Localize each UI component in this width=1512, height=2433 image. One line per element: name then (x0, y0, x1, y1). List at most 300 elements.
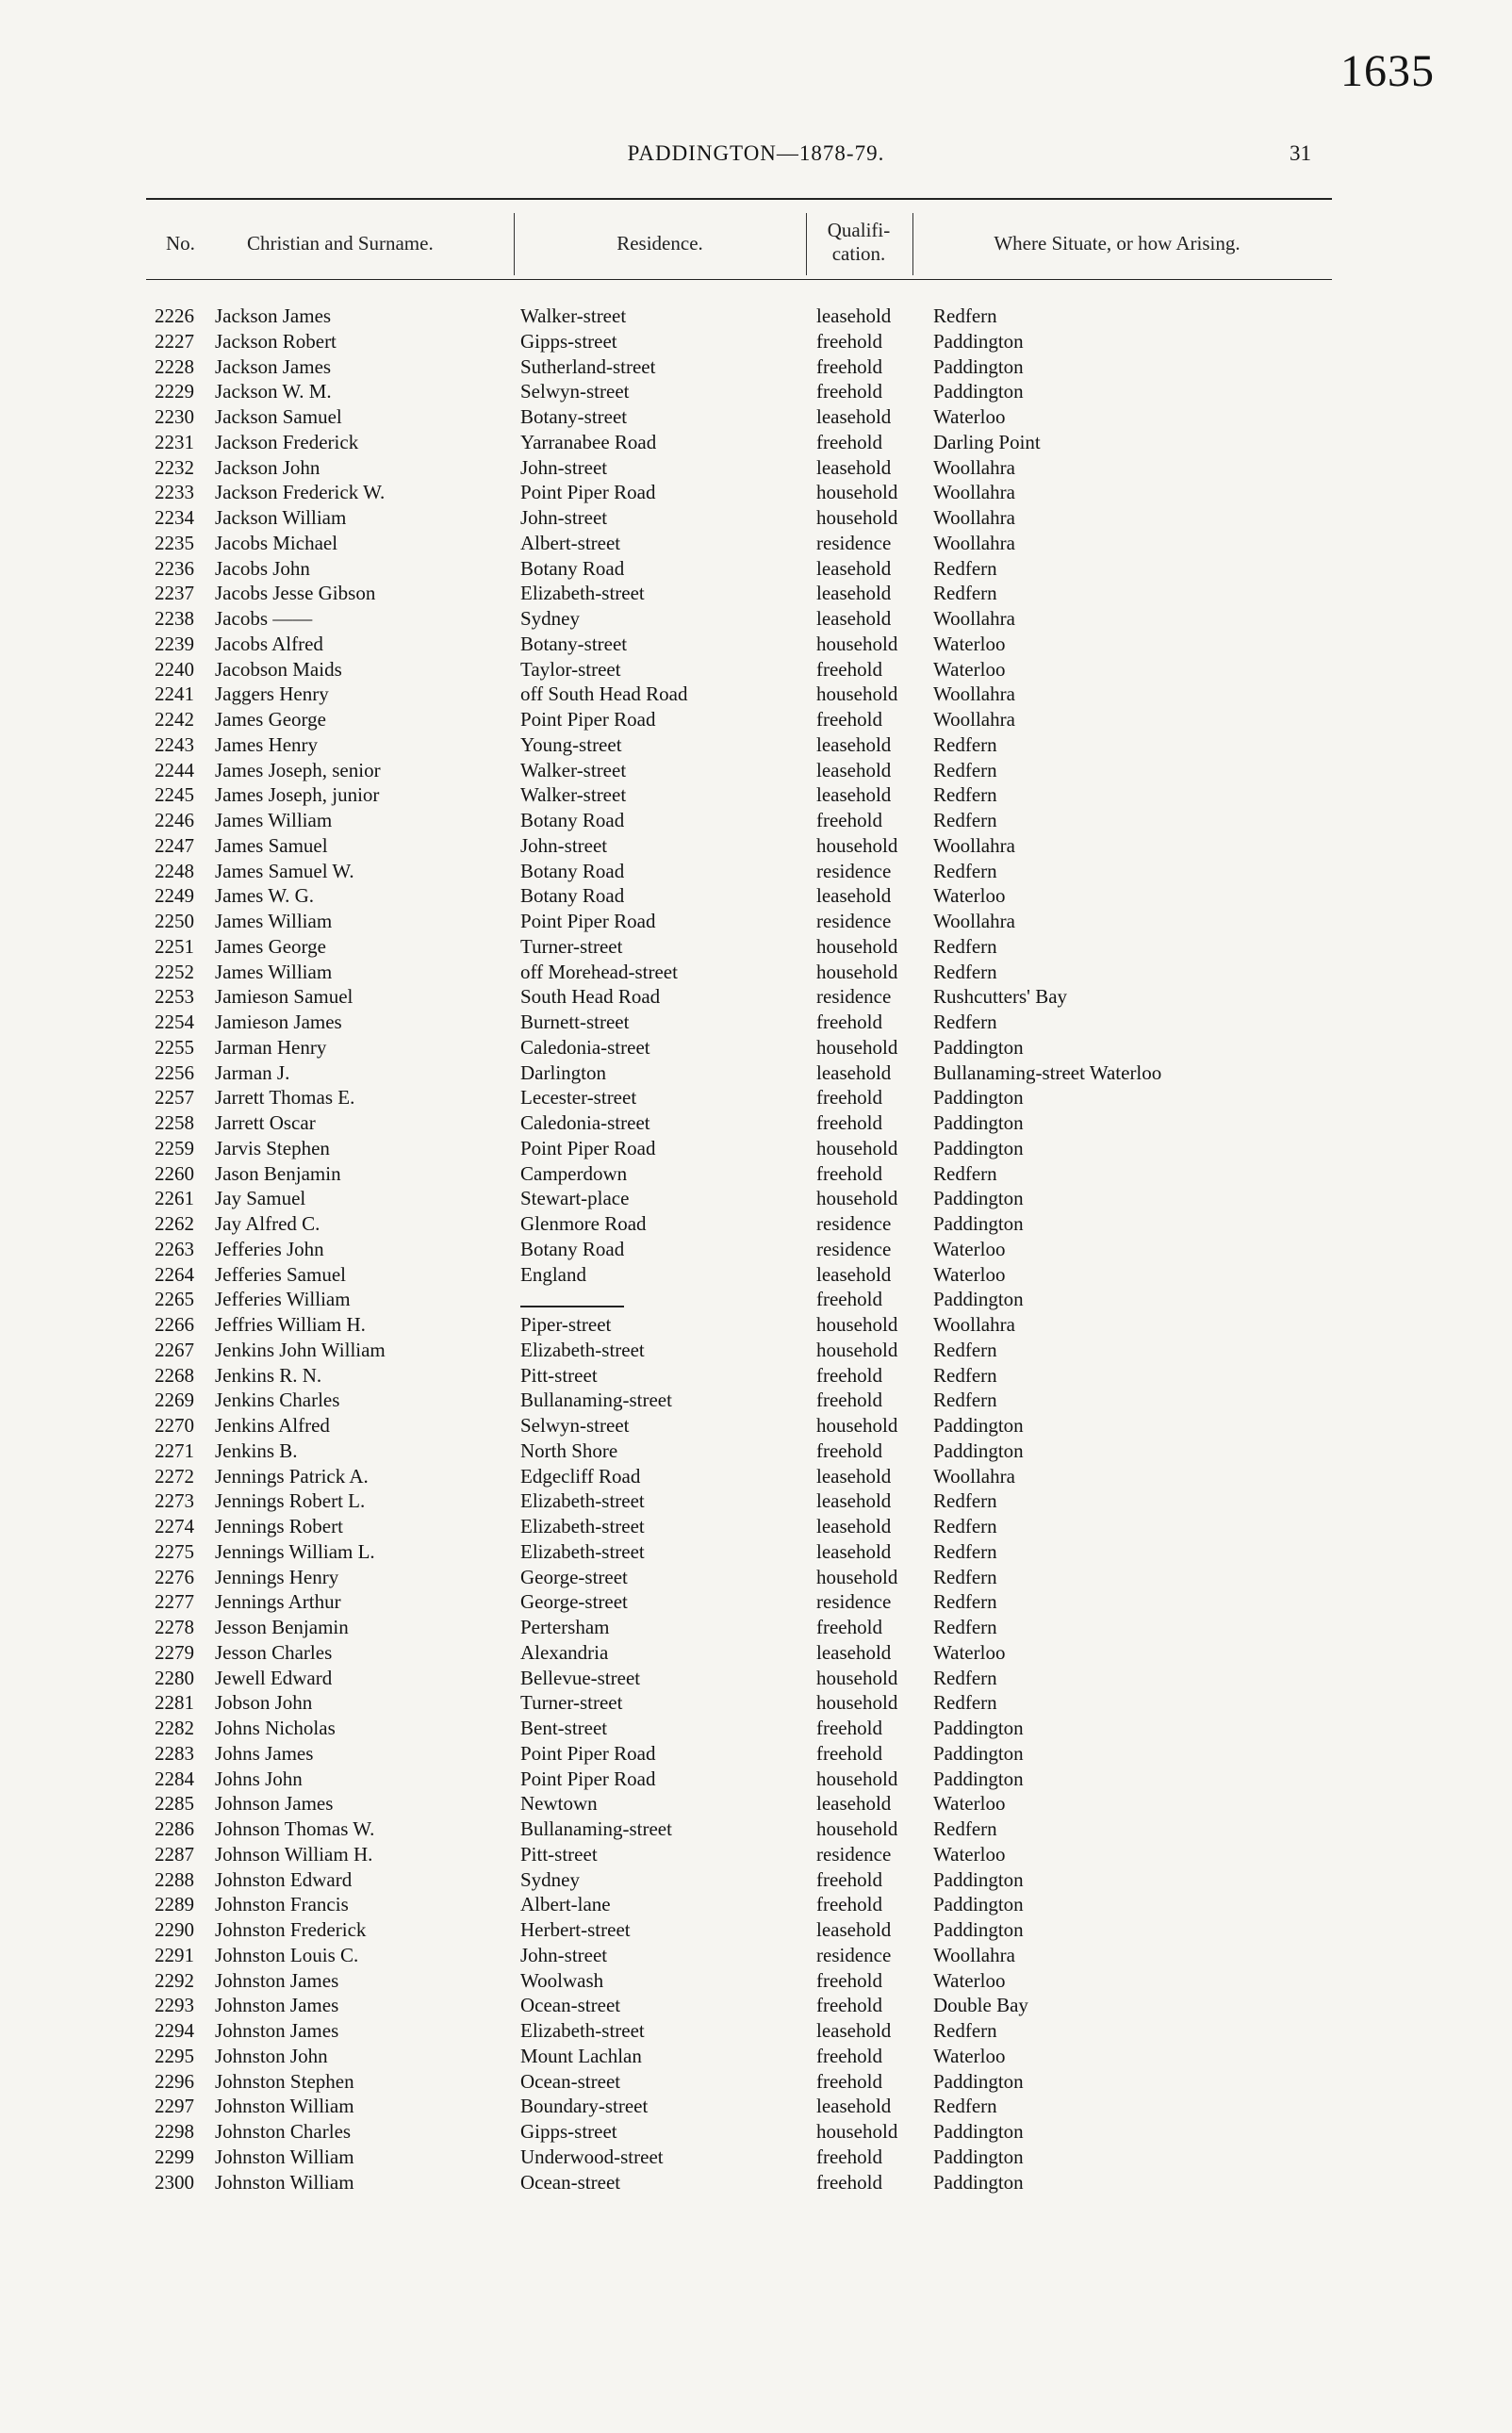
row-name: Johnston James (215, 1994, 339, 2017)
table-row (0, 960, 1512, 985)
row-number: 2277 (155, 1590, 194, 1614)
row-where-situate: Redfern (933, 1616, 997, 1638)
table-row (0, 782, 1512, 808)
header-no: No. (166, 232, 195, 255)
row-name: Johnston Charles (215, 2120, 352, 2143)
row-name: James W. G. (215, 884, 314, 908)
table-row (0, 430, 1512, 455)
row-residence: off Morehead-street (520, 960, 678, 983)
row-where-situate: Paddington (933, 1111, 1024, 1134)
row-number: 2260 (155, 1161, 194, 1185)
row-qualification: household (816, 506, 898, 529)
row-name: Jenkins B. (215, 1438, 298, 1462)
row-name: Jesson Benjamin (215, 1616, 349, 1638)
row-qualification: household (816, 1817, 898, 1840)
table-row (0, 1161, 1512, 1187)
table-row (0, 1968, 1512, 1994)
row-number: 2227 (155, 329, 194, 353)
row-number: 2252 (155, 960, 194, 983)
row-number: 2299 (155, 2145, 194, 2168)
row-number: 2242 (155, 708, 194, 731)
row-residence: John-street (520, 506, 608, 529)
row-name: Jobson John (215, 1691, 313, 1715)
row-qualification: freehold (816, 1111, 882, 1134)
table-row (0, 2044, 1512, 2069)
row-name: Johns James (215, 1741, 314, 1765)
row-qualification: leasehold (816, 2019, 892, 2042)
row-number: 2246 (155, 809, 194, 831)
row-where-situate: Redfern (933, 1389, 997, 1412)
table-row (0, 1488, 1512, 1514)
row-number: 2253 (155, 985, 194, 1009)
row-residence: John-street (520, 833, 608, 857)
row-residence: Gipps-street (520, 2120, 617, 2143)
row-residence: Pitt-street (520, 1363, 598, 1387)
row-qualification: leasehold (816, 1918, 892, 1941)
row-qualification: residence (816, 1943, 892, 1966)
table-row (0, 2018, 1512, 2044)
row-name: Jennings William L. (215, 1539, 375, 1563)
row-name: Jay Alfred C. (215, 1212, 320, 1235)
row-qualification: residence (816, 531, 892, 554)
row-qualification: residence (816, 985, 892, 1009)
row-number: 2230 (155, 405, 194, 428)
row-number: 2240 (155, 657, 194, 681)
row-residence: Albert-street (520, 531, 621, 554)
row-residence: Point Piper Road (520, 708, 656, 731)
row-residence: Walker-street (520, 783, 627, 807)
row-where-situate: Redfern (933, 809, 997, 831)
row-name: Johnston Louis C. (215, 1943, 359, 1966)
row-qualification: residence (816, 910, 892, 932)
row-number: 2251 (155, 934, 194, 958)
row-number: 2249 (155, 884, 194, 908)
row-number: 2266 (155, 1313, 194, 1336)
table-row (0, 379, 1512, 404)
row-qualification: household (816, 1338, 898, 1361)
row-where-situate: Paddington (933, 1438, 1024, 1462)
row-number: 2278 (155, 1616, 194, 1638)
row-qualification: freehold (816, 354, 882, 378)
table-row (0, 2094, 1512, 2119)
header-name: Christian and Surname. (247, 232, 434, 255)
row-residence: Bullanaming-street (520, 1389, 672, 1412)
row-where-situate: Redfern (933, 758, 997, 781)
row-qualification: leasehold (816, 1464, 892, 1488)
row-qualification: freehold (816, 657, 882, 681)
row-name: Johnston William (215, 2145, 354, 2168)
row-qualification: leasehold (816, 304, 892, 327)
row-number: 2228 (155, 354, 194, 378)
row-residence: Point Piper Road (520, 1136, 656, 1159)
row-residence: Underwood-street (520, 2145, 664, 2168)
header-residence: Residence. (616, 232, 703, 255)
row-qualification: household (816, 934, 898, 958)
row-number: 2235 (155, 531, 194, 554)
row-where-situate: Redfern (933, 1011, 997, 1033)
row-residence: Botany Road (520, 809, 625, 831)
row-name: James Samuel (215, 833, 328, 857)
row-where-situate: Paddington (933, 1741, 1024, 1765)
row-residence: Bullanaming-street (520, 1817, 672, 1840)
row-where-situate: Woollahra (933, 1943, 1015, 1966)
row-residence: Elizabeth-street (520, 1338, 645, 1361)
row-name: Jefferies John (215, 1237, 324, 1260)
table-row (0, 1716, 1512, 1741)
row-residence: Stewart-place (520, 1187, 630, 1210)
row-qualification: household (816, 1313, 898, 1336)
row-name: James George (215, 708, 326, 731)
row-number: 2290 (155, 1918, 194, 1941)
row-number: 2262 (155, 1212, 194, 1235)
row-residence: Bent-street (520, 1717, 608, 1739)
row-residence: Pertersham (520, 1616, 610, 1638)
table-row (0, 1842, 1512, 1867)
row-qualification: household (816, 1035, 898, 1059)
row-residence: Lecester-street (520, 1086, 637, 1110)
folio-number: 1635 (1340, 46, 1435, 96)
row-residence: John-street (520, 1943, 608, 1966)
row-number: 2256 (155, 1060, 194, 1084)
row-where-situate: Darling Point (933, 430, 1041, 453)
row-residence: George-street (520, 1590, 628, 1614)
table-row (0, 1363, 1512, 1389)
row-where-situate: Redfern (933, 1338, 997, 1361)
table-row (0, 329, 1512, 354)
row-name: Jay Samuel (215, 1187, 306, 1210)
row-where-situate: Woollahra (933, 607, 1015, 630)
row-where-situate: Paddington (933, 1288, 1024, 1311)
table-row (0, 455, 1512, 481)
row-where-situate: Paddington (933, 329, 1024, 353)
row-number: 2276 (155, 1565, 194, 1588)
row-residence: Point Piper Road (520, 910, 656, 932)
row-residence: Gipps-street (520, 329, 617, 353)
row-name: Johns John (215, 1767, 303, 1790)
row-residence: Piper-street (520, 1313, 612, 1336)
row-number: 2231 (155, 430, 194, 453)
row-where-situate: Paddington (933, 1867, 1024, 1891)
row-qualification: household (816, 1136, 898, 1159)
row-name: James William (215, 960, 333, 983)
row-qualification: household (816, 1187, 898, 1210)
row-where-situate: Waterloo (933, 884, 1006, 908)
row-where-situate: Paddington (933, 1767, 1024, 1790)
row-residence: off South Head Road (520, 682, 688, 706)
row-qualification: leasehold (816, 732, 892, 756)
row-qualification: leasehold (816, 405, 892, 428)
table-row (0, 1312, 1512, 1338)
table-row (0, 480, 1512, 505)
row-name: James Samuel W. (215, 859, 354, 882)
table-row (0, 1262, 1512, 1288)
row-number: 2292 (155, 1968, 194, 1992)
table-row (0, 556, 1512, 582)
row-number: 2236 (155, 556, 194, 580)
row-number: 2284 (155, 1767, 194, 1790)
row-where-situate: Paddington (933, 1035, 1024, 1059)
row-number: 2257 (155, 1086, 194, 1110)
row-qualification: freehold (816, 1717, 882, 1739)
row-residence: South Head Road (520, 985, 661, 1009)
table-row (0, 1817, 1512, 1842)
row-name: Jackson Samuel (215, 405, 342, 428)
table-row (0, 505, 1512, 531)
table-row (0, 1867, 1512, 1893)
row-qualification: leasehold (816, 783, 892, 807)
row-name: Jennings Robert L. (215, 1489, 366, 1513)
table-row (0, 581, 1512, 606)
table-row (0, 682, 1512, 707)
row-name: Jackson W. M. (215, 380, 332, 403)
row-name: Jarman J. (215, 1060, 290, 1084)
row-residence: Alexandria (520, 1640, 609, 1664)
row-number: 2283 (155, 1741, 194, 1765)
row-residence: Young-street (520, 732, 622, 756)
row-number: 2297 (155, 2095, 194, 2118)
row-qualification: freehold (816, 1968, 882, 1992)
row-name: Jarman Henry (215, 1035, 327, 1059)
residence-dash-rule (520, 1306, 624, 1307)
row-number: 2243 (155, 732, 194, 756)
row-qualification: freehold (816, 430, 882, 453)
table-row (0, 1993, 1512, 2018)
row-where-situate: Waterloo (933, 657, 1006, 681)
row-number: 2250 (155, 910, 194, 932)
row-qualification: leasehold (816, 1515, 892, 1537)
row-where-situate: Paddington (933, 1086, 1024, 1110)
row-qualification: freehold (816, 708, 882, 731)
row-number: 2286 (155, 1817, 194, 1840)
row-residence: Ocean-street (520, 2170, 621, 2194)
row-name: Jacobs John (215, 556, 310, 580)
row-number: 2269 (155, 1389, 194, 1412)
row-qualification: freehold (816, 2170, 882, 2194)
row-qualification: household (816, 2120, 898, 2143)
row-qualification: household (816, 632, 898, 655)
row-residence: Edgecliff Road (520, 1464, 641, 1488)
row-qualification: freehold (816, 2145, 882, 2168)
row-name: Johnson Thomas W. (215, 1817, 375, 1840)
row-where-situate: Redfern (933, 1489, 997, 1513)
row-name: Jackson Frederick W. (215, 481, 386, 504)
row-residence: North Shore (520, 1438, 618, 1462)
row-name: Jarrett Thomas E. (215, 1086, 355, 1110)
row-residence: Albert-lane (520, 1893, 611, 1916)
row-name: Johnston William (215, 2170, 354, 2194)
row-name: Jennings Patrick A. (215, 1464, 369, 1488)
row-name: Jackson William (215, 506, 347, 529)
row-number: 2270 (155, 1414, 194, 1437)
row-where-situate: Woollahra (933, 531, 1015, 554)
row-number: 2294 (155, 2019, 194, 2042)
row-number: 2238 (155, 607, 194, 630)
table-row (0, 984, 1512, 1010)
row-name: Jewell Edward (215, 1666, 333, 1689)
row-number: 2272 (155, 1464, 194, 1488)
row-name: Johns Nicholas (215, 1717, 336, 1739)
row-number: 2229 (155, 380, 194, 403)
row-qualification: freehold (816, 1867, 882, 1891)
row-residence: Elizabeth-street (520, 1539, 645, 1563)
table-row (0, 1464, 1512, 1489)
row-number: 2259 (155, 1136, 194, 1159)
table-row (0, 1917, 1512, 1943)
row-qualification: freehold (816, 380, 882, 403)
row-where-situate: Redfern (933, 1666, 997, 1689)
row-number: 2268 (155, 1363, 194, 1387)
row-qualification: freehold (816, 2069, 882, 2093)
row-where-situate: Redfern (933, 1161, 997, 1185)
table-row (0, 1211, 1512, 1237)
header-qualification-line2: cation. (831, 242, 886, 265)
row-number: 2274 (155, 1515, 194, 1537)
row-residence: Botany Road (520, 859, 625, 882)
row-residence: Sydney (520, 607, 580, 630)
table-row (0, 808, 1512, 833)
row-residence: Yarranabee Road (520, 430, 657, 453)
row-where-situate: Paddington (933, 2069, 1024, 2093)
row-residence: Botany-street (520, 405, 628, 428)
row-residence: Elizabeth-street (520, 582, 645, 605)
row-where-situate: Woollahra (933, 455, 1015, 479)
row-where-situate: Paddington (933, 380, 1024, 403)
row-where-situate: Redfern (933, 1515, 997, 1537)
header-qualification (806, 219, 912, 266)
table-row (0, 1640, 1512, 1666)
row-residence: Botany Road (520, 884, 625, 908)
row-where-situate: Woollahra (933, 1313, 1015, 1336)
row-number: 2273 (155, 1489, 194, 1513)
table-row (0, 657, 1512, 682)
row-qualification: residence (816, 1842, 892, 1866)
row-qualification: leasehold (816, 1640, 892, 1664)
row-qualification: household (816, 1414, 898, 1437)
row-name: Jarrett Oscar (215, 1111, 316, 1134)
row-residence: Walker-street (520, 758, 627, 781)
row-qualification: freehold (816, 1288, 882, 1311)
row-where-situate: Redfern (933, 1565, 997, 1588)
row-qualification: household (816, 1666, 898, 1689)
table-row (0, 707, 1512, 732)
row-number: 2280 (155, 1666, 194, 1689)
row-where-situate: Waterloo (933, 1262, 1006, 1286)
row-residence: Sydney (520, 1867, 580, 1891)
row-number: 2258 (155, 1111, 194, 1134)
row-where-situate: Woollahra (933, 682, 1015, 706)
row-number: 2300 (155, 2170, 194, 2194)
row-number: 2247 (155, 833, 194, 857)
table-row (0, 1943, 1512, 1968)
row-residence: John-street (520, 455, 608, 479)
row-number: 2232 (155, 455, 194, 479)
row-qualification: freehold (816, 2044, 882, 2067)
row-number: 2239 (155, 632, 194, 655)
table-row (0, 909, 1512, 934)
table-row (0, 1666, 1512, 1691)
row-number: 2254 (155, 1011, 194, 1033)
table-row (0, 1514, 1512, 1539)
row-where-situate: Woollahra (933, 910, 1015, 932)
row-qualification: leasehold (816, 758, 892, 781)
row-residence: Boundary-street (520, 2095, 649, 2118)
row-where-situate: Paddington (933, 2170, 1024, 2194)
row-number: 2271 (155, 1438, 194, 1462)
row-where-situate: Paddington (933, 1893, 1024, 1916)
row-number: 2263 (155, 1237, 194, 1260)
row-name: Jennings Henry (215, 1565, 339, 1588)
table-row (0, 1539, 1512, 1565)
row-number: 2298 (155, 2120, 194, 2143)
row-name: Johnson James (215, 1792, 334, 1816)
row-where-situate: Waterloo (933, 405, 1006, 428)
table-row (0, 1035, 1512, 1060)
row-residence: Point Piper Road (520, 481, 656, 504)
row-name: Johnston Frederick (215, 1918, 367, 1941)
row-name: James William (215, 910, 333, 932)
row-where-situate: Paddington (933, 1717, 1024, 1739)
table-row (0, 833, 1512, 859)
table-row (0, 1237, 1512, 1262)
table-row (0, 934, 1512, 960)
row-qualification: leasehold (816, 455, 892, 479)
row-number: 2255 (155, 1035, 194, 1059)
table-row (0, 859, 1512, 884)
row-name: Jacobs —— (215, 607, 313, 630)
row-residence: Newtown (520, 1792, 598, 1816)
table-row (0, 304, 1512, 329)
row-number: 2261 (155, 1187, 194, 1210)
table-row (0, 1060, 1512, 1086)
row-name: Jenkins Alfred (215, 1414, 330, 1437)
header-qualification-line1: Qualifi- (827, 219, 891, 241)
row-name: Jennings Arthur (215, 1590, 341, 1614)
row-where-situate: Waterloo (933, 1842, 1006, 1866)
row-number: 2282 (155, 1717, 194, 1739)
row-qualification: household (816, 682, 898, 706)
row-name: Jackson James (215, 304, 332, 327)
row-name: Johnston Francis (215, 1893, 349, 1916)
row-where-situate: Redfern (933, 1817, 997, 1840)
row-number: 2233 (155, 481, 194, 504)
row-qualification: residence (816, 1590, 892, 1614)
row-qualification: freehold (816, 1086, 882, 1110)
row-name: Jaggers Henry (215, 682, 329, 706)
row-number: 2285 (155, 1792, 194, 1816)
row-where-situate: Paddington (933, 1212, 1024, 1235)
table-row (0, 2119, 1512, 2145)
row-where-situate: Redfern (933, 556, 997, 580)
row-name: James Henry (215, 732, 319, 756)
table-row (0, 1565, 1512, 1590)
row-qualification: leasehold (816, 607, 892, 630)
row-residence: Woolwash (520, 1968, 604, 1992)
row-residence: Elizabeth-street (520, 2019, 645, 2042)
row-qualification: freehold (816, 1363, 882, 1387)
table-row (0, 1892, 1512, 1917)
table-row (0, 1438, 1512, 1464)
row-residence: Mount Lachlan (520, 2044, 642, 2067)
row-where-situate: Redfern (933, 783, 997, 807)
table-row (0, 2145, 1512, 2170)
row-name: Jackson John (215, 455, 320, 479)
row-qualification: household (816, 481, 898, 504)
row-name: Jacobs Alfred (215, 632, 323, 655)
row-qualification: residence (816, 1237, 892, 1260)
row-number: 2265 (155, 1288, 194, 1311)
row-residence: Point Piper Road (520, 1741, 656, 1765)
row-name: Jacobs Michael (215, 531, 338, 554)
